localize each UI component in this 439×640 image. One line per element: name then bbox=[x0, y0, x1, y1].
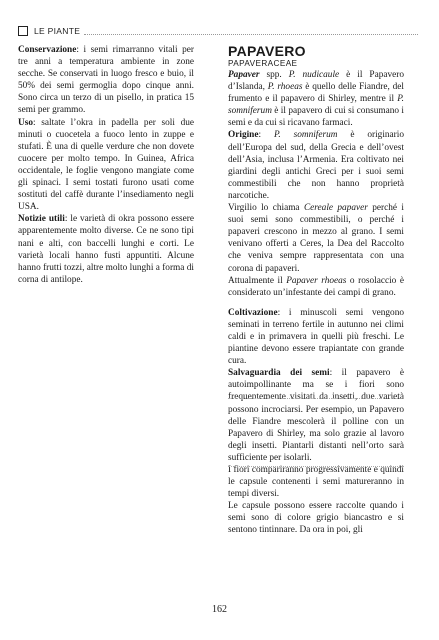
running-header bbox=[18, 24, 418, 38]
origine-label: Origine bbox=[228, 130, 259, 141]
uso-paragraph bbox=[18, 117, 194, 214]
uso-label: Uso bbox=[18, 117, 33, 128]
right-column bbox=[228, 44, 404, 537]
origine-p2-text-b: perché i suoi semi sono commestibili, o perché i papaveri crescono in mezzo al grano. I semi venivano offerti a Ceres, la Dea del Raccolto che veniva sempre rappresentata con una corona di papaveri. bbox=[228, 203, 404, 274]
origine-species: P. somniferum bbox=[273, 130, 338, 141]
salvaguardia-section bbox=[228, 367, 404, 536]
left-column bbox=[18, 44, 194, 286]
salvaguardia-label: Salvaguardia dei semi bbox=[228, 368, 330, 379]
article-title: PAPAVERO bbox=[228, 43, 306, 59]
notizie-label: Notizie utili bbox=[18, 214, 65, 225]
separator-before-salvaguardia bbox=[228, 466, 404, 467]
intro-text-4: è il papavero di cui si consumano i semi e da cui si ricavano farmaci. bbox=[228, 106, 404, 129]
coltivazione-label: Coltivazione bbox=[228, 307, 278, 318]
origine-text-1: : bbox=[258, 130, 274, 141]
article-family: PAPAVERACEAE bbox=[228, 59, 298, 68]
origine-paragraph-3 bbox=[228, 275, 404, 299]
salvaguardia-paragraph-2: I fiori compariranno progressivamente e quindi le capsule contenenti i semi matureranno in tempi diversi. bbox=[228, 465, 404, 500]
coltivazione-text: : i minuscoli semi vengono seminati in terreno fertile in autunno nei climi caldi e in primavera in quelli più freschi. Le piantine devono essere trapiantate con grande cura. bbox=[228, 307, 404, 367]
section-marker-box bbox=[18, 26, 28, 36]
salvaguardia-paragraph-3: Le capsule possono essere raccolte quando i semi sono di colore grigio biancastro e si sentono tintinnare. Da ora in poi, gli bbox=[228, 501, 404, 536]
intro-species-1: P. nudicaule bbox=[288, 70, 340, 80]
origine-paragraph-1 bbox=[228, 129, 404, 202]
salvaguardia-paragraph-1 bbox=[228, 367, 404, 464]
salvaguardia-text: : il papavero è autoimpollinante ma se i fiori sono frequentemente visitati da insetti, due varietà possono incrociarsi. Per esempio, un Papavero delle Fiandre mescolerà il polline con un Papavero di Shirley, ma solo grazie al lavoro degli insetti. Piantarli distanti nell’orto sarà sufficiente per isolarli. bbox=[228, 368, 404, 463]
origine-text-2: è originario dell’Europa del sud, della Grecia e dell’ovest dell’Asia, inclusa l’Armenia. Era coltivato nei giardini degli antichi Greci per i suoi semi commestibili che non hanno proprietà narcotiche. bbox=[228, 130, 404, 201]
intro-genus: Papaver bbox=[228, 70, 260, 80]
origine-p3-text-b: o rosolaccio è considerato un’infestante dei campi di grano. bbox=[228, 275, 404, 298]
origine-section bbox=[228, 129, 404, 298]
separator-before-coltivazione bbox=[228, 398, 404, 399]
notizie-paragraph bbox=[18, 213, 194, 286]
notizie-text: : le varietà di okra possono essere apparentemente molto diverse. Ce ne sono tipi nani e alti, con baccelli lunghi e corti. Le varietà locali hanno fusti appuntiti. Alcune hanno frutti tozzi, altre molto lunghi a forma di corna di antilope. bbox=[18, 214, 195, 285]
conservazione-text: : i semi rimarranno vitali per tre anni a temperatura ambiente in zone secche. Se conservati in luogo fresco e buio, il 50% dei semi germoglia dopo cinque anni. Sono circa un terzo di un pisello, in pratica 15 semi per grammo. bbox=[18, 45, 194, 116]
uso-text: : saltate l’okra in padella per soli due minuti o cuocetela a fuoco lento in zuppe e stufati. È una di quelle verdure che non dovete cuocere per molto tempo. In Guinea, Africa occidentale, le foglie vengono mangiate come gli spinaci. I semi tostati furono usati come sostituti del caffè durante l’insediamento negli USA. bbox=[18, 117, 194, 213]
page-number: 162 bbox=[212, 604, 227, 615]
intro-text-3: è quello delle Fiandre, del frumento e il papavero di Shirley, mentre il bbox=[228, 82, 404, 105]
section-title: LE PIANTE bbox=[34, 26, 81, 36]
header-dotted-rule bbox=[84, 33, 418, 35]
intro-species-3: P. somniferum bbox=[228, 94, 404, 117]
intro-text-1: spp. bbox=[259, 70, 289, 80]
origine-p3-text-a: Attualmente il bbox=[228, 275, 287, 286]
origine-paragraph-2 bbox=[228, 202, 404, 275]
coltivazione-paragraph bbox=[228, 307, 404, 367]
intro-paragraph bbox=[228, 69, 404, 129]
intro-species-2: P. rhoeas bbox=[267, 82, 303, 93]
conservazione-paragraph bbox=[18, 44, 194, 117]
conservazione-label: Conservazione bbox=[18, 45, 77, 55]
origine-p3-italic: Papaver rhoeas bbox=[286, 275, 347, 286]
origine-p2-text-a: Virgilio lo chiama bbox=[228, 203, 304, 214]
origine-p2-italic: Cereale papaver bbox=[303, 203, 368, 214]
intro-text-2: è il Papavero d’Islanda, bbox=[228, 70, 405, 93]
